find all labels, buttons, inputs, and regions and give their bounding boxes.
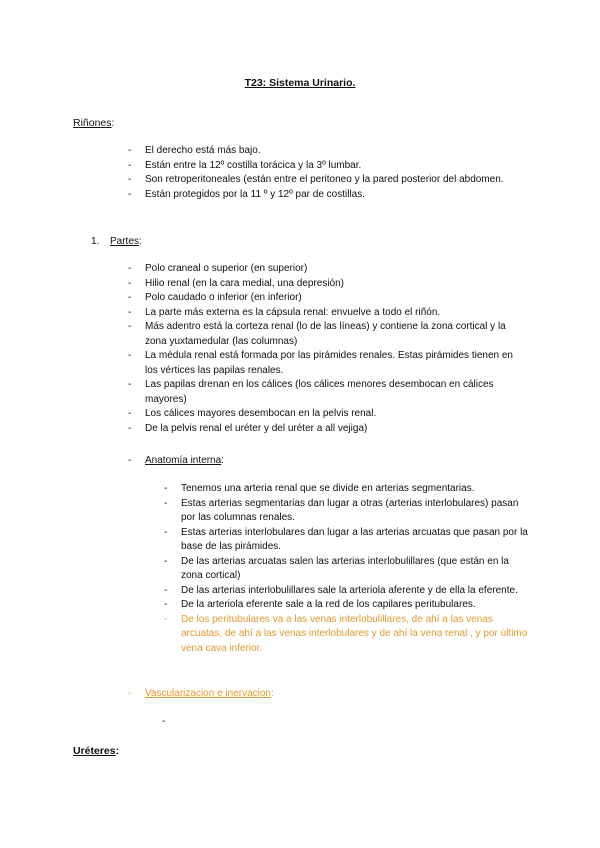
list-item-text: Polo craneal o superior (en superior) xyxy=(145,263,308,274)
list-item: - Polo craneal o superior (en superior) xyxy=(128,263,308,274)
partes-bullet-list xyxy=(128,262,525,436)
numbered-heading-partes xyxy=(91,236,142,247)
list-item-text: De las arterias arcuatas salen las arterias interlobulillares (que están en la zona cortical) xyxy=(181,555,509,581)
list-item: - De las arterias interlobulillares sale la arteriola aferente y de ella la eferente. xyxy=(164,584,518,596)
list-item: - Están protegidos por la 11 º y 12º par de costillas. xyxy=(128,188,366,200)
page-title: T23: Sistema Urinario. xyxy=(244,77,356,89)
sub-heading-anatomia xyxy=(128,455,224,466)
heading-colon: : xyxy=(138,236,142,247)
list-item-text: Tenemos una arteria renal que se divide en arterias segmentarias. xyxy=(181,483,475,494)
list-item-text: Hilio renal (en la cara medial, una depresión) xyxy=(145,277,344,289)
empty-list-item: - xyxy=(162,716,166,727)
section-heading-rinones-label: Riñones xyxy=(73,117,112,129)
list-item-text: Son retroperitoneales (están entre el peritoneo y la pared posterior del abdomen. xyxy=(145,174,504,185)
sub-heading-label: Vascularizacion e inervacion xyxy=(145,688,271,699)
list-item-text: Las papilas drenan en los cálices (los cálices menores desembocan en cálices mayores) xyxy=(145,379,494,405)
list-item: - Los cálices mayores desembocan en la pelvis renal. xyxy=(128,408,377,419)
list-item: - La médula renal está formada por las pirámides renales. Estas pirámides tienen en los vértices las papilas renales. xyxy=(128,350,513,376)
anatomia-bullet-list xyxy=(164,482,531,656)
list-item-text: De la arteriola eferente sale a la red de los capilares peritubulares. xyxy=(181,599,476,610)
list-item-text: Están entre la 12º costilla torácica y la 3º lumbar. xyxy=(145,159,362,171)
rinones-bullet-list xyxy=(128,144,525,202)
list-item: - De las arterias arcuatas salen las arterias interlobulillares (que están en la zona cortical) xyxy=(164,555,509,581)
list-item-text: La médula renal está formada por las pirámides renales. Estas pirámides tienen en los vértices las papilas renales. xyxy=(145,350,513,376)
sub-heading-colon: : xyxy=(221,455,224,466)
list-item: - De la arteriola eferente sale a la red de los capilares peritubulares. xyxy=(164,599,476,610)
sub-heading-vascularizacion xyxy=(128,688,274,699)
list-item: - Polo caudado o inferior (en inferior) xyxy=(128,292,302,303)
list-item: - De la pelvis renal el uréter y del uréter a all vejiga) xyxy=(128,422,368,434)
list-item-text: El derecho está más bajo. xyxy=(145,145,261,156)
heading-number: 1. xyxy=(91,236,100,247)
list-item-text: De la pelvis renal el uréter y del uréter a all vejiga) xyxy=(145,422,368,434)
section-heading-rinones-colon: : xyxy=(111,117,115,129)
list-item-highlighted: - De los peritubulares va a las venas interlobulillares, de ahí a las venas arcuatas, de ahí a las venas interlobulares y de ahí la vena renal , y por último vena cava inferior. xyxy=(164,613,528,654)
list-item-text: Estas arterias segmentarias dan lugar a otras (arterias interlobulares) pasan por las columnas renales. xyxy=(181,497,519,523)
section-heading-ureteres xyxy=(73,745,119,757)
list-item: - El derecho está más bajo. xyxy=(128,145,261,156)
sub-heading-dash: - xyxy=(128,455,132,466)
list-item-text: Los cálices mayores desembocan en la pelvis renal. xyxy=(145,408,377,419)
list-item: - Hilio renal (en la cara medial, una depresión) xyxy=(128,277,344,289)
sub-heading-colon: : xyxy=(271,688,274,699)
list-item: - Más adentro está la corteza renal (lo de las líneas) y contiene la zona cortical y la zona yuxtamedular (las columnas) xyxy=(128,321,506,347)
list-item: - Estas arterias interlobulares dan lugar a las arterias arcuatas que pasan por la base de las pirámides. xyxy=(164,526,528,552)
list-item: - Estas arterias segmentarias dan lugar a otras (arterias interlobulares) pasan por las columnas renales. xyxy=(164,497,519,523)
section-heading-ureteres-label: Uréteres xyxy=(73,745,116,757)
list-item: - Tenemos una arteria renal que se divide en arterias segmentarias. xyxy=(164,483,475,494)
list-item-text: Más adentro está la corteza renal (lo de las líneas) y contiene la zona cortical y la zona yuxtamedular (las columnas) xyxy=(145,321,506,347)
list-item: - La parte más externa es la cápsula renal: envuelve a todo el riñón. xyxy=(128,306,441,318)
heading-label: Partes xyxy=(110,236,139,247)
list-item-text: De los peritubulares va a las venas interlobulillares, de ahí a las venas arcuatas, de ahí a las venas interlobulares y de ahí la vena renal , y por último vena cava inferior. xyxy=(181,613,528,654)
sub-heading-dash: - xyxy=(128,688,132,699)
list-item-text: La parte más externa es la cápsula renal: envuelve a todo el riñón. xyxy=(145,306,441,318)
list-item: - Las papilas drenan en los cálices (los cálices menores desembocan en cálices mayores) xyxy=(128,379,494,405)
list-item-text: Polo caudado o inferior (en inferior) xyxy=(145,292,302,303)
list-item: - Están entre la 12º costilla torácica y la 3º lumbar. xyxy=(128,159,362,171)
list-item: - Son retroperitoneales (están entre el peritoneo y la pared posterior del abdomen. xyxy=(128,174,504,185)
list-item-text: De las arterias interlobulillares sale la arteriola aferente y de ella la eferente. xyxy=(181,584,518,596)
section-heading-rinones xyxy=(73,117,114,129)
list-item-text: Están protegidos por la 11 º y 12º par de costillas. xyxy=(145,188,366,200)
list-item-text: Estas arterias interlobulares dan lugar a las arterias arcuatas que pasan por la base de las pirámides. xyxy=(181,526,528,552)
sub-heading-label: Anatomía interna xyxy=(145,455,222,466)
section-heading-ureteres-colon: : xyxy=(115,745,120,757)
